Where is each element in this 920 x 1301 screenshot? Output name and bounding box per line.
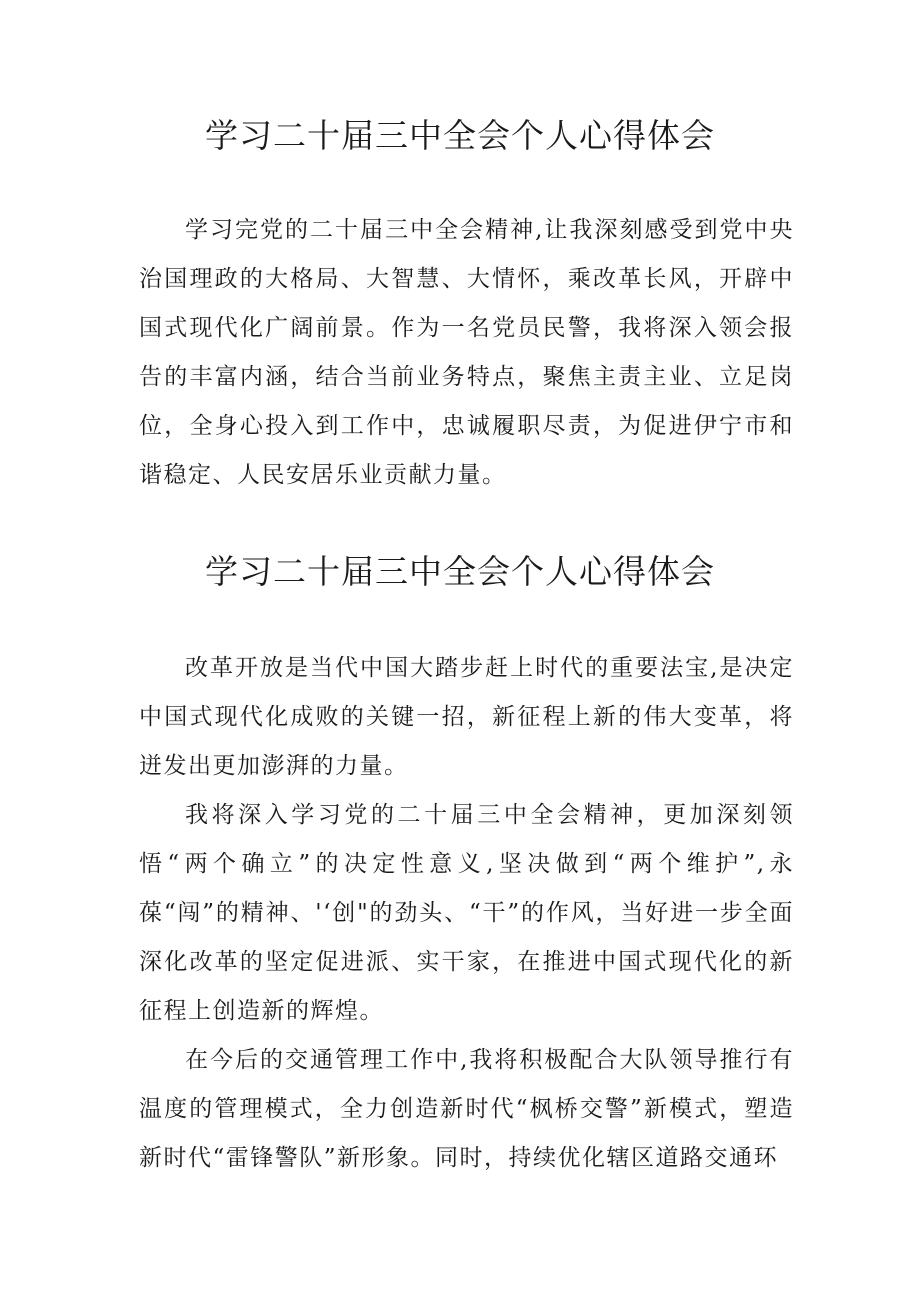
- body-paragraph: 改革开放是当代中国大踏步赶上时代的重要法宝,是决定中国式现代化成败的关键一招，新征程上新的伟大变革，将迸发出更加澎湃的力量。: [139, 655, 794, 779]
- body-paragraph: 学习完党的二十届三中全会精神,让我深刻感受到党中央治国理政的大格局、大智慧、大情怀，乘改革长风，开辟中国式现代化广阔前景。作为一名党员民警，我将深入领会报告的丰富内涵，结合当前业务特点，聚焦主责主业、立足岗位，全身心投入到工作中，忠诚履职尽责，为促进伊宁市和谐稳定、人民安居乐业贡献力量。: [139, 217, 794, 488]
- body-paragraph: 在今后的交通管理工作中,我将积极配合大队领导推行有温度的管理模式，全力创造新时代“枫桥交警”新模式，塑造新时代“雷锋警队”新形象。同时，持续优化辖区道路交通环: [139, 1047, 794, 1171]
- section-title: 学习二十届三中全会个人心得体会: [205, 552, 715, 591]
- body-paragraph: 我将深入学习党的二十届三中全会精神，更加深刻领悟“两个确立”的决定性意义,坚决做到“两个维护”,永葆“闯”的精神、'‘创"的劲头、“干”的作风，当好进一步全面深化改革的坚定促进派、实干家，在推进中国式现代化的新征程上创造新的辉煌。: [139, 802, 794, 1024]
- section-title: 学习二十届三中全会个人心得体会: [205, 116, 715, 155]
